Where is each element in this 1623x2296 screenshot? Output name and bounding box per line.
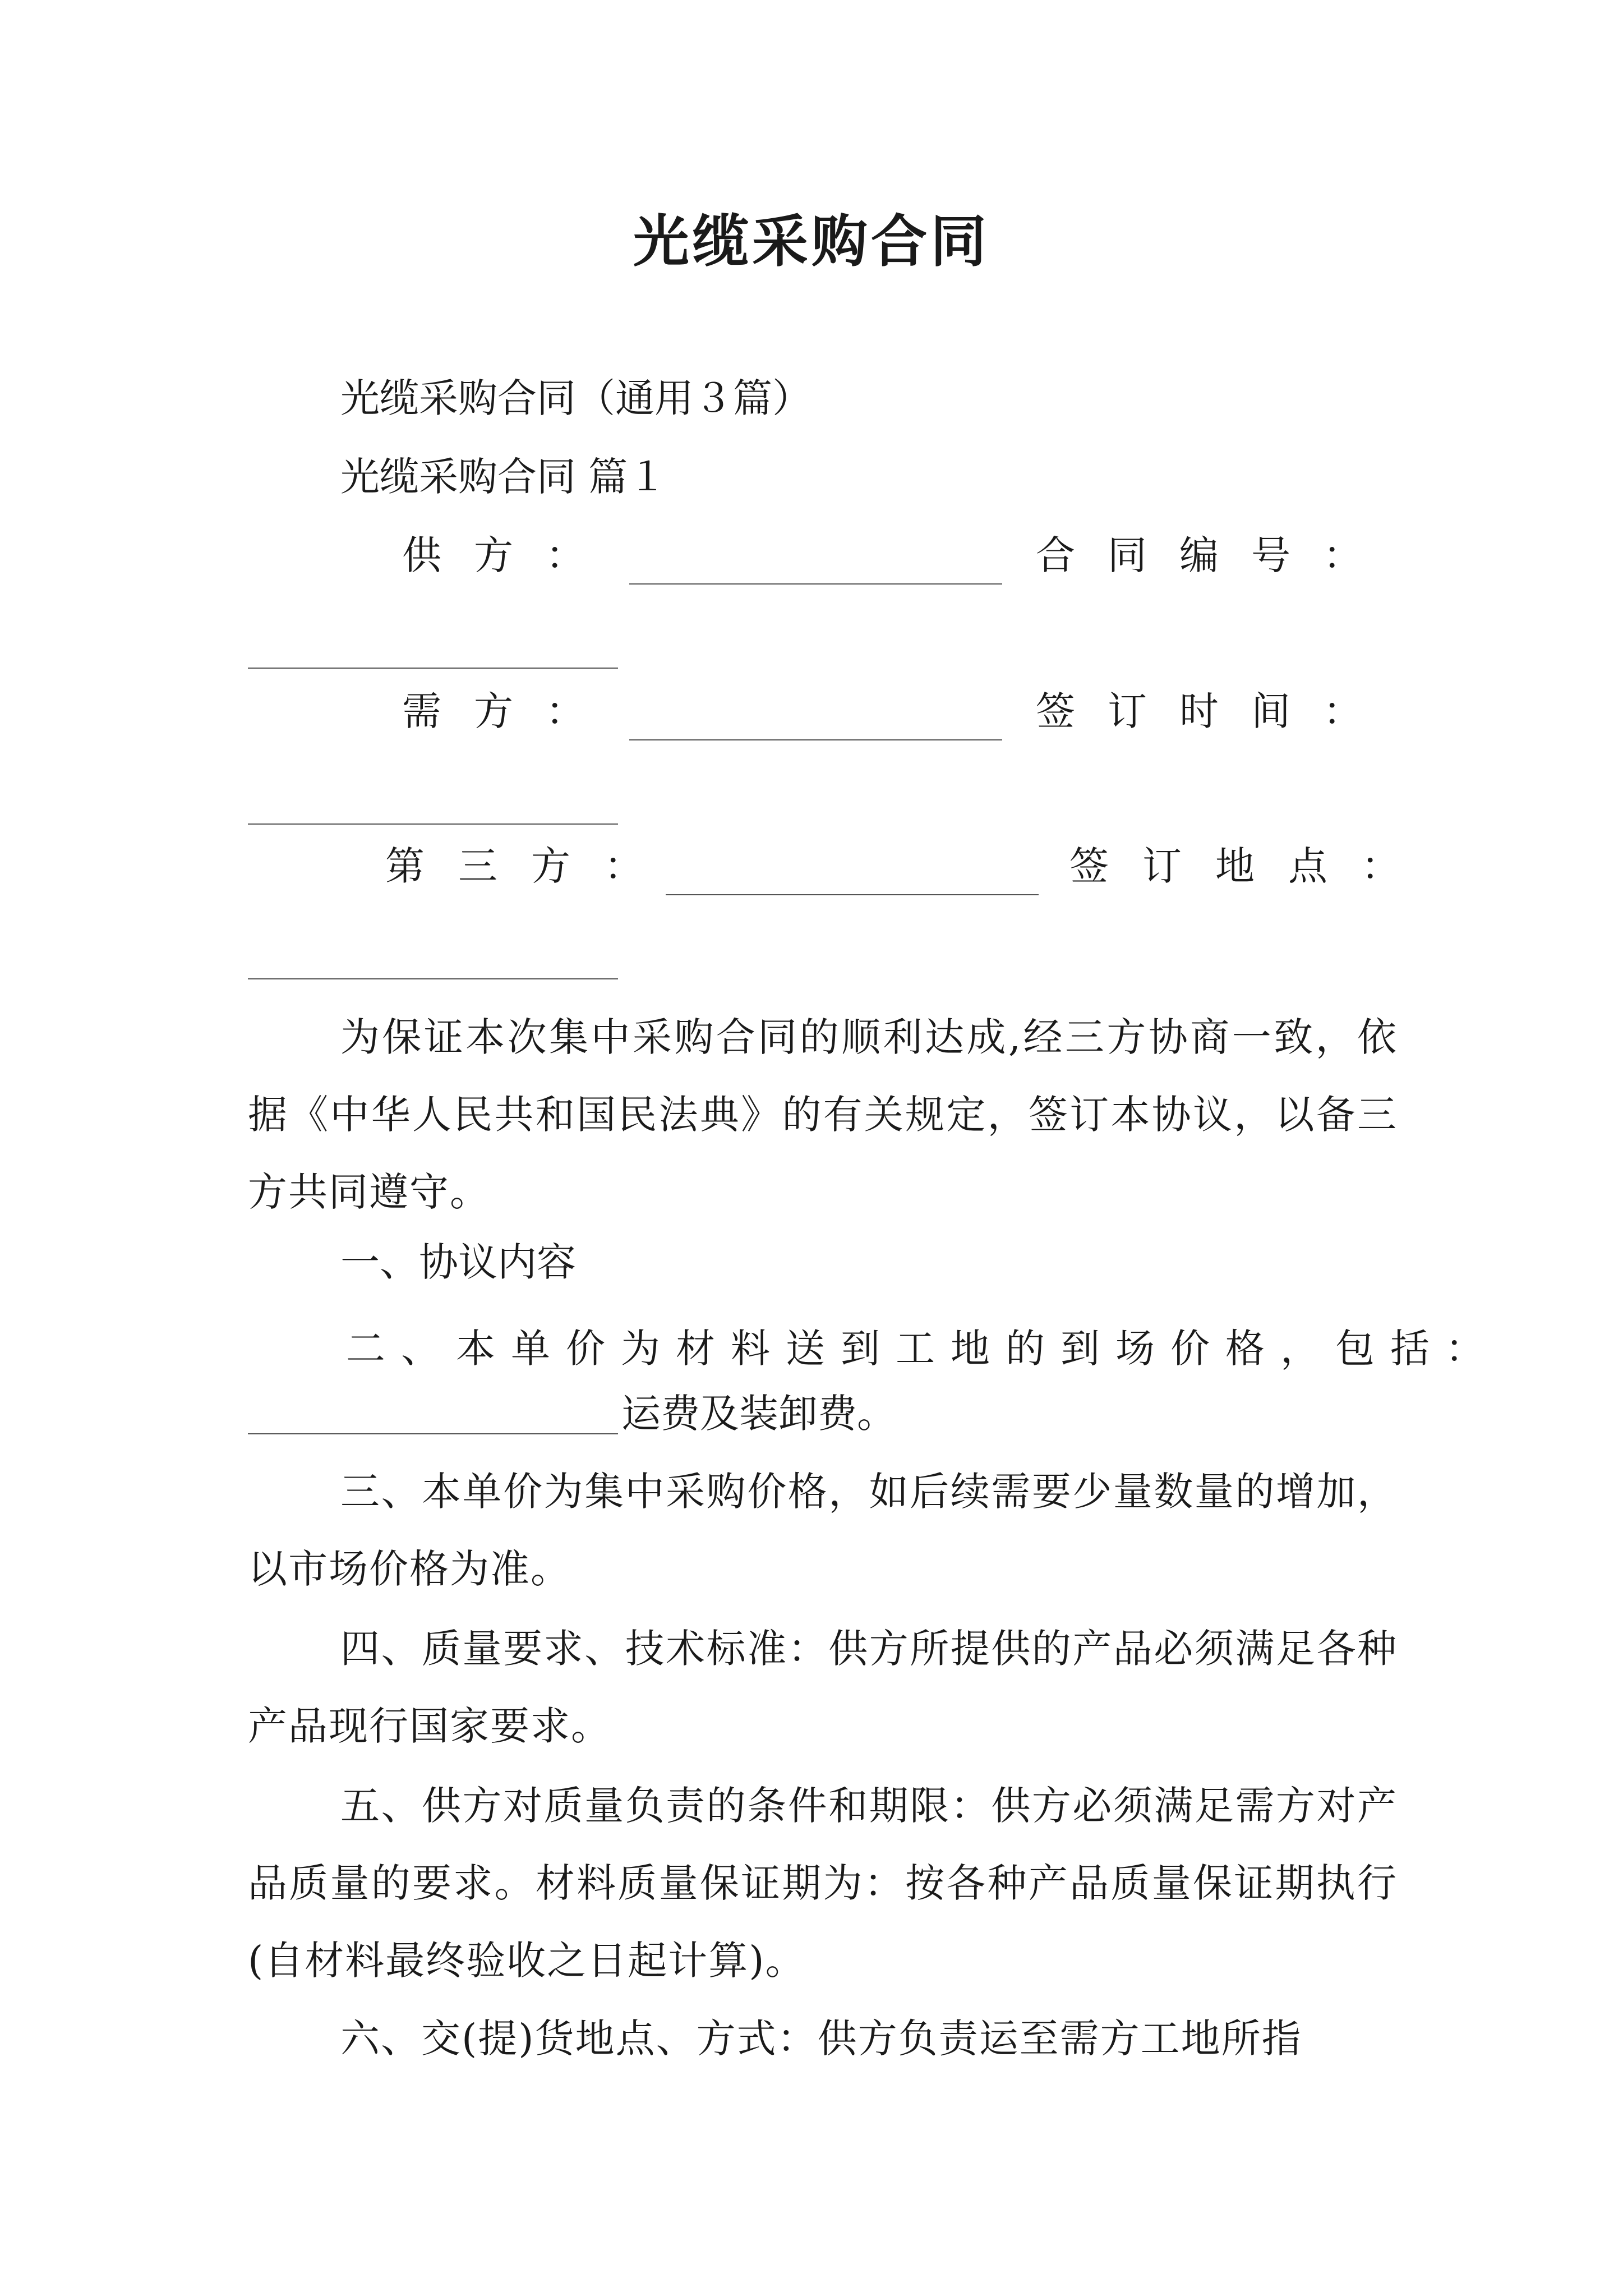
- third-party-label: 第三方：: [385, 843, 677, 889]
- clause-3: 三、本单价为集中采购价格，如后续需要少量数量的增加，以市场价格为准。: [248, 1469, 1398, 1592]
- clause-4: 四、质量要求、技术标准：供方所提供的产品必须满足各种产品现行国家要求。: [248, 1626, 1398, 1749]
- buyer-label: 需方：: [402, 688, 617, 734]
- clause-5: 五、供方对质量负责的条件和期限：供方必须满足需方对产品质量的要求。材料质量保证期为：按各种产品质量保证期执行(自材料最终验收之日起计算)。: [248, 1783, 1398, 1984]
- intro-paragraph: 为保证本次集中采购合同的顺利达成,经三方协商一致，依据《中华人民共和国民法典》的有关规定，签订本协议，以备三方共同遵守。: [248, 1014, 1398, 1215]
- sign-time-label: 签订时间：: [1036, 688, 1395, 734]
- clause-2-line-1: 二、本单价为材料送到工地的到场价格，包括：: [346, 1326, 1500, 1372]
- clause-2-line-2: 运费及装卸费。: [621, 1391, 896, 1437]
- clause-6: 六、交(提)货地点、方式：供方负责运至需方工地所指: [340, 2016, 1302, 2062]
- contract-number-label: 合同编号：: [1036, 532, 1395, 578]
- section-heading: 光缆采购合同 篇１: [340, 454, 667, 500]
- sign-place-label: 签订地点：: [1069, 843, 1434, 889]
- third-party-blank: [666, 838, 1039, 895]
- clause-1: 一、协议内容: [340, 1239, 576, 1285]
- supplier-blank: [629, 527, 1002, 585]
- document-subtitle: 光缆采购合同（通用３篇）: [340, 375, 811, 421]
- supplier-label: 供方：: [402, 532, 617, 578]
- contract-number-blank: [248, 666, 618, 669]
- document-title: 光缆采购合同: [633, 208, 990, 274]
- buyer-blank: [629, 683, 1002, 740]
- sign-place-blank: [248, 977, 618, 979]
- clause-2-blank: [248, 1377, 618, 1434]
- sign-time-blank: [248, 822, 618, 825]
